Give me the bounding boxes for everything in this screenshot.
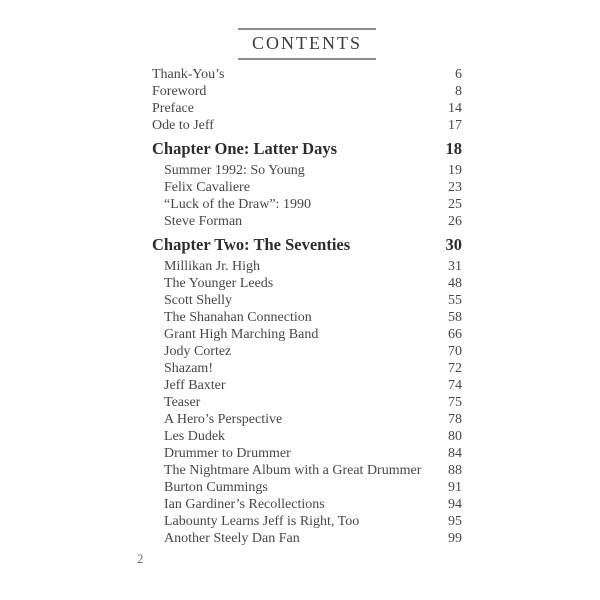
page-title: CONTENTS [252,33,362,53]
toc-entry-label: Ian Gardiner’s Recollections [164,497,325,512]
toc-entry [152,445,462,462]
toc-chapter-heading-page: 30 [445,235,462,254]
toc-entry [152,83,462,100]
toc-entry-page: 88 [448,463,462,478]
toc-entry [152,196,462,213]
toc-entry-label: Labounty Learns Jeff is Right, Too [164,514,360,529]
toc-chapter-heading-label: Chapter Two: The Seventies [152,235,351,254]
toc-entry-label: “Luck of the Draw”: 1990 [164,197,311,212]
toc-entry-page: 99 [448,531,462,546]
toc-entry [152,411,462,428]
toc-chapter-heading [152,139,462,159]
toc-entry [152,292,462,309]
toc-entry-label: A Hero’s Perspective [164,412,283,427]
contents-title-rules [238,28,376,60]
toc-entry-page: 6 [455,67,462,82]
toc-entry-label: Jody Cortez [164,344,232,359]
toc-entry-label: Felix Cavaliere [164,180,250,195]
toc-entry-page: 48 [448,276,462,291]
toc-entry [152,428,462,445]
table-of-contents [152,66,462,547]
toc-entry-page: 84 [448,446,462,461]
toc-entry [152,162,462,179]
toc-entry-label: The Nightmare Album with a Great Drummer [164,463,422,478]
toc-entry-label: Grant High Marching Band [164,327,319,342]
toc-entry-page: 72 [448,361,462,376]
toc-entry-page: 14 [448,101,462,116]
toc-entry-label: Ode to Jeff [152,118,214,133]
toc-entry-page: 23 [448,180,462,195]
toc-entry-label: Drummer to Drummer [164,446,291,461]
toc-chapter-heading-label: Chapter One: Latter Days [152,139,337,158]
toc-entry [152,258,462,275]
toc-entry-label: Les Dudek [164,429,226,444]
toc-entry [152,360,462,377]
toc-entry-page: 31 [448,259,462,274]
toc-entry [152,462,462,479]
toc-chapter-heading [152,235,462,255]
toc-entry-label: The Shanahan Connection [164,310,312,325]
toc-entry-page: 25 [448,197,462,212]
toc-entry [152,309,462,326]
toc-entry [152,377,462,394]
toc-chapter-heading-page: 18 [445,139,462,158]
toc-entry-label: Another Steely Dan Fan [164,531,300,546]
toc-entry-page: 70 [448,344,462,359]
toc-entry-page: 91 [448,480,462,495]
toc-entry-page: 80 [448,429,462,444]
toc-entry-label: Shazam! [164,361,213,376]
toc-entry-label: Thank-You’s [152,67,225,82]
toc-entry-label: Teaser [164,395,201,410]
toc-entry-label: Preface [152,101,194,116]
toc-entry [152,117,462,134]
toc-entry-page: 17 [448,118,462,133]
toc-entry-label: Steve Forman [164,214,243,229]
toc-entry-label: Summer 1992: So Young [164,163,305,178]
toc-entry-label: Jeff Baxter [164,378,226,393]
toc-entry [152,66,462,83]
toc-entry-page: 26 [448,214,462,229]
toc-entry [152,343,462,360]
toc-entry-page: 94 [448,497,462,512]
toc-entry [152,326,462,343]
toc-entry-label: Millikan Jr. High [164,259,261,274]
toc-entry-page: 58 [448,310,462,325]
toc-entry-page: 78 [448,412,462,427]
toc-entry-label: Foreword [152,84,207,99]
toc-entry [152,479,462,496]
toc-entry-page: 66 [448,327,462,342]
toc-entry [152,530,462,547]
toc-entry [152,275,462,292]
toc-entry [152,496,462,513]
toc-entry-page: 19 [448,163,462,178]
toc-entry-label: Scott Shelly [164,293,233,308]
toc-entry [152,179,462,196]
toc-entry [152,100,462,117]
toc-entry-label: The Younger Leeds [164,276,274,291]
toc-entry-page: 95 [448,514,462,529]
toc-entry-page: 8 [455,84,462,99]
toc-entry-label: Burton Cummings [164,480,268,495]
toc-entry-page: 74 [448,378,462,393]
contents-title-block [152,28,462,60]
toc-entry [152,394,462,411]
toc-entry-page: 75 [448,395,462,410]
page-number: 2 [137,552,144,566]
toc-entry [152,513,462,530]
toc-entry [152,213,462,230]
toc-entry-page: 55 [448,293,462,308]
